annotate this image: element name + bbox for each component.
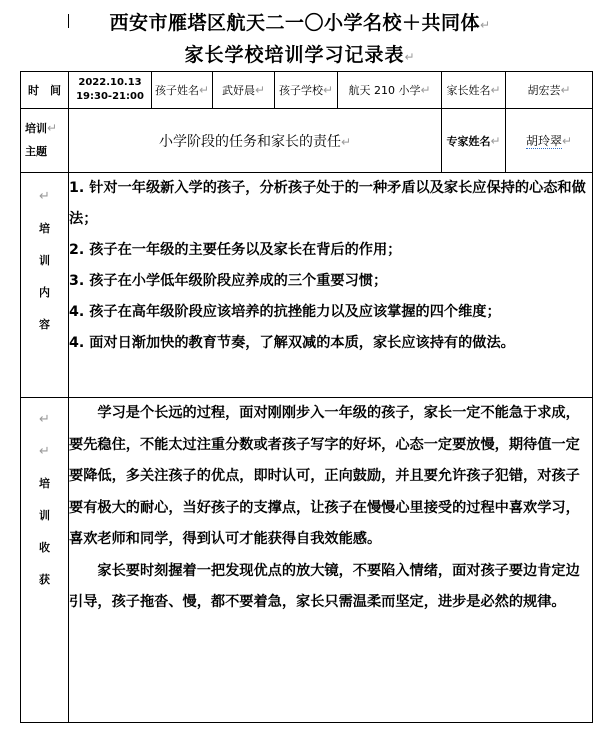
topic-value-cell: 小学阶段的任务和家长的责任↵: [69, 109, 442, 173]
parent-name-label-cell: 家长姓名↵: [442, 72, 506, 109]
time-range: 19:30-21:00: [76, 91, 144, 102]
table-row-gain: [21, 398, 593, 723]
time-date: 2022.10.13: [78, 77, 142, 88]
title-line2-text: 家长学校培训学习记录表: [184, 44, 405, 66]
content-item-1: 1. 针对一年级新入学的孩子，分析孩子处于的一种矛盾以及家长应保持的心态和做法；: [69, 180, 586, 227]
child-name-label-cell: 孩子姓名↵: [152, 72, 213, 109]
parent-name-cell: 胡宏芸↵: [506, 72, 593, 109]
document-title-line1: [0, 8, 600, 35]
content-items-cell: [69, 173, 593, 398]
content-item-3: 3. 孩子在小学低年级阶段应养成的三个重要习惯；: [69, 273, 388, 289]
title-line1-text: 西安市雁塔区航天二一〇小学名校＋共同体: [109, 12, 480, 34]
time-value-cell: [69, 72, 152, 109]
record-table: [20, 71, 593, 723]
paragraph-mark-icon: ↵: [404, 50, 416, 64]
content-item-4: 4. 孩子在高年级阶段应该培养的抗挫能力以及应该掌握的四个维度；: [69, 304, 501, 320]
expert-label-cell: 专家姓名↵: [442, 109, 506, 173]
document-title-line2: [0, 40, 600, 67]
content-label-cell: ↵ 培 训 内 容: [21, 173, 69, 398]
topic-label-cell: 培训↵ 主题: [21, 109, 69, 173]
gain-paragraph-1: 学习是个长远的过程，面对刚刚步入一年级的孩子，家长一定不能急于求成，要先稳住，不能太过注重分数或者孩子写字的好坏，心态一定要放慢，期待值一定要降低，多关注孩子的优点，即时认可，正向鼓励，并且要允许孩子犯错，对孩子要有极大的耐心，当好孩子的支撑点，让孩子在慢慢心里接受的过程中喜欢学习，喜欢老师和同学，得到认可才能获得自我效能感。: [69, 405, 580, 547]
gain-paragraph-2: 家长要时刻握着一把发现优点的放大镜，不要陷入情绪，面对孩子要边肯定边引导，孩子拖沓、慢，都不要着急，家长只需温柔而坚定，进步是必然的规律。: [69, 562, 580, 610]
child-school-cell: 航天 210 小学↵: [338, 72, 442, 109]
paragraph-mark-icon: ↵: [479, 18, 491, 32]
table-row-info: [21, 72, 593, 109]
child-name-cell: 武妤晨↵: [213, 72, 275, 109]
table-row-content: [21, 173, 593, 398]
expert-name-cell: 胡玲翠↵: [506, 109, 593, 173]
gain-text-cell: [69, 398, 593, 723]
content-item-2: 2. 孩子在一年级的主要任务以及家长在背后的作用；: [69, 242, 402, 258]
child-school-label-cell: 孩子学校↵: [275, 72, 338, 109]
content-item-5: 4. 面对日渐加快的教育节奏，了解双减的本质，家长应该持有的做法。: [69, 335, 515, 351]
gain-label-cell: ↵ ↵ 培 训 收 获: [21, 398, 69, 723]
table-row-topic: [21, 109, 593, 173]
time-label-cell: 时 间: [21, 72, 69, 109]
